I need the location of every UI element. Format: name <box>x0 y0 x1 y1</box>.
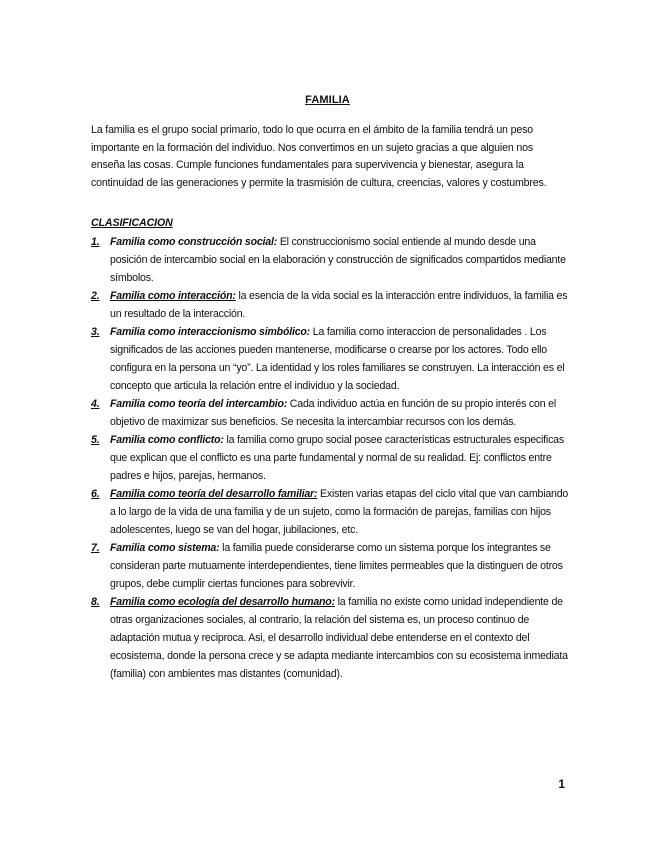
list-item-heading: Familia como conflicto: <box>110 434 224 446</box>
list-item-number: 7. <box>91 542 100 554</box>
list-item-text: La familia como interaccion de personalidades . Los significados de las acciones pueden mantenerse, modificarse o crearse por los actores. Todo ello configura en la persona un “yo”. La identidad y los roles familiares se construyen. La interacción es el concepto que articula la relación entre el individuo y la sociedad. <box>110 326 565 392</box>
list-item-number: 5. <box>91 434 100 446</box>
list-item <box>91 233 569 287</box>
list-item-number: 6. <box>91 488 100 500</box>
list-item <box>91 431 569 485</box>
list-item <box>91 485 569 539</box>
list-item-heading: Familia como construcción social: <box>110 236 278 248</box>
list-item <box>91 593 569 683</box>
list-item-number: 8. <box>91 596 100 608</box>
section-heading: CLASIFICACION <box>91 217 173 229</box>
list-item-heading: Familia como interacción: <box>110 290 236 302</box>
list-item-number: 2. <box>91 290 100 302</box>
list-item <box>91 323 569 395</box>
list-item <box>91 539 569 593</box>
classification-list <box>91 233 569 683</box>
list-item-text: la familia no existe como unidad independiente de otras organizaciones sociales, al contrario, la relación del sistema es, un proceso continuo de adaptación mutua y reciproca. Asi, el desarrollo individual debe entenderse en el contexto del ecosistema, donde la persona crece y se adapta mediante intercambios con su ecosistema inmediata (familia) con ambientes mas distantes (comunidad). <box>110 596 568 680</box>
list-item-text: Existen varias etapas del ciclo vital que van cambiando a lo largo de la vida de una familia y de un sujeto, como la formación de parejas, familias con hijos adolescentes, luego se van del hogar, jubilaciones, etc. <box>110 488 569 536</box>
list-item-text: la familia como grupo social posee características estructurales especificas que explican que el conflicto es una parte fundamental y normal de su realidad. Ej: conflictos entre padres e hijos, parejas, hermanos. <box>110 434 564 482</box>
list-item-heading: Familia como interaccionismo simbólico: <box>110 326 311 338</box>
intro-paragraph: La familia es el grupo social primario, todo lo que ocurra en el ámbito de la familia tendrá un peso importante en la formación del individuo. Nos convertimos en un sujeto gracias a que alguien nos enseña las cosas. Cumple funciones fundamentales para supervivencia y bienestar, asegura la continuidad de las generaciones y permite la trasmisión de cultura, creencias, valores y costumbres. <box>91 124 547 189</box>
list-item-heading: Familia como teoría del intercambio: <box>110 398 288 410</box>
list-item-heading: Familia como teoría del desarrollo familiar: <box>110 488 318 500</box>
list-item-number: 3. <box>91 326 100 338</box>
list-item-text: Cada individuo actúa en función de su propio interés con el objetivo de maximizar sus beneficios. Se necesita la intercambiar recursos con los demás. <box>110 398 556 428</box>
list-item <box>91 395 569 431</box>
list-item <box>91 287 569 323</box>
list-item-number: 1. <box>91 236 100 248</box>
list-item-text: la esencia de la vida social es la interacción entre individuos, la familia es un resultado de la interacción. <box>110 290 568 320</box>
list-item-number: 4. <box>91 398 100 410</box>
list-item-heading: Familia como ecología del desarrollo humano: <box>110 596 335 608</box>
page-title: FAMILIA <box>305 94 350 106</box>
list-item-text: El construccionismo social entiende al mundo desde una posición de intercambio social en la elaboración y construcción de significados compartidos mediante símbolos. <box>110 236 566 284</box>
list-item-heading: Familia como sistema: <box>110 542 220 554</box>
page-number: 1 <box>558 777 565 791</box>
list-item-text: la familia puede considerarse como un sistema porque los integrantes se consideran parte mutuamente interdependientes, tiene limites permeables que la distinguen de otros grupos, debe cumplir ciertas funciones para sobrevivir. <box>110 542 563 590</box>
